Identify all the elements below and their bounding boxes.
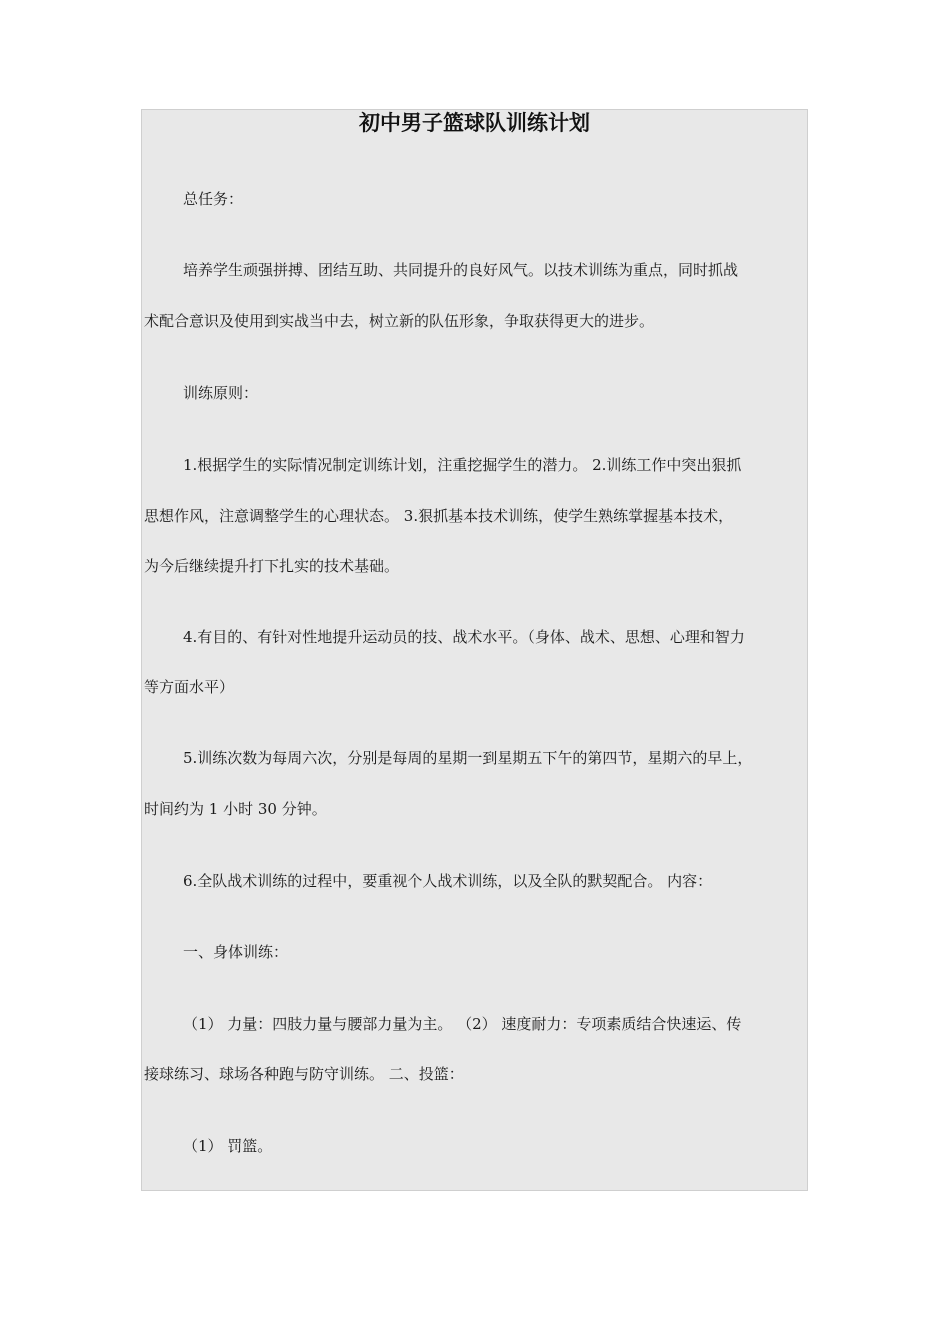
text-line: 思想作风，注意调整学生的心理状态。 3.狠抓基本技术训练，使学生熟练掌握基本技术， bbox=[144, 507, 734, 525]
text-line: 1.根据学生的实际情况制定训练计划，注重挖掘学生的潜力。 2.训练工作中突出狠抓 bbox=[183, 456, 742, 474]
text-line: 总任务： bbox=[183, 190, 244, 208]
document-page bbox=[141, 109, 808, 1191]
text-line: 时间约为 1 小时 30 分钟。 bbox=[144, 800, 327, 818]
text-line: 术配合意识及使用到实战当中去，树立新的队伍形象，争取获得更大的进步。 bbox=[144, 312, 655, 330]
text-line: 6.全队战术训练的过程中，要重视个人战术训练，以及全队的默契配合。 内容： bbox=[183, 872, 713, 890]
text-line: 为今后继续提升打下扎实的技术基础。 bbox=[144, 557, 400, 575]
text-line: 接球练习、球场各种跑与防守训练。 二、投篮： bbox=[144, 1065, 464, 1083]
text-line: 一、身体训练： bbox=[183, 943, 289, 961]
text-line: 4.有目的、有针对性地提升运动员的技、战术水平。（身体、战术、思想、心理和智力 bbox=[183, 628, 745, 646]
text-line: 培养学生顽强拼搏、团结互助、共同提升的良好风气。以技术训练为重点，同时抓战 bbox=[183, 261, 739, 279]
text-line: （1） 力量：四肢力量与腰部力量为主。 （2） 速度耐力：专项素质结合快速运、传 bbox=[183, 1015, 742, 1033]
text-line: 等方面水平） bbox=[144, 678, 235, 696]
text-line: 训练原则： bbox=[183, 384, 259, 402]
text-line: 5.训练次数为每周六次，分别是每周的星期一到星期五下午的第四节，星期六的早上， bbox=[183, 749, 753, 767]
text-line: （1） 罚篮。 bbox=[183, 1137, 273, 1155]
document-title: 初中男子篮球队训练计划 bbox=[359, 111, 590, 135]
